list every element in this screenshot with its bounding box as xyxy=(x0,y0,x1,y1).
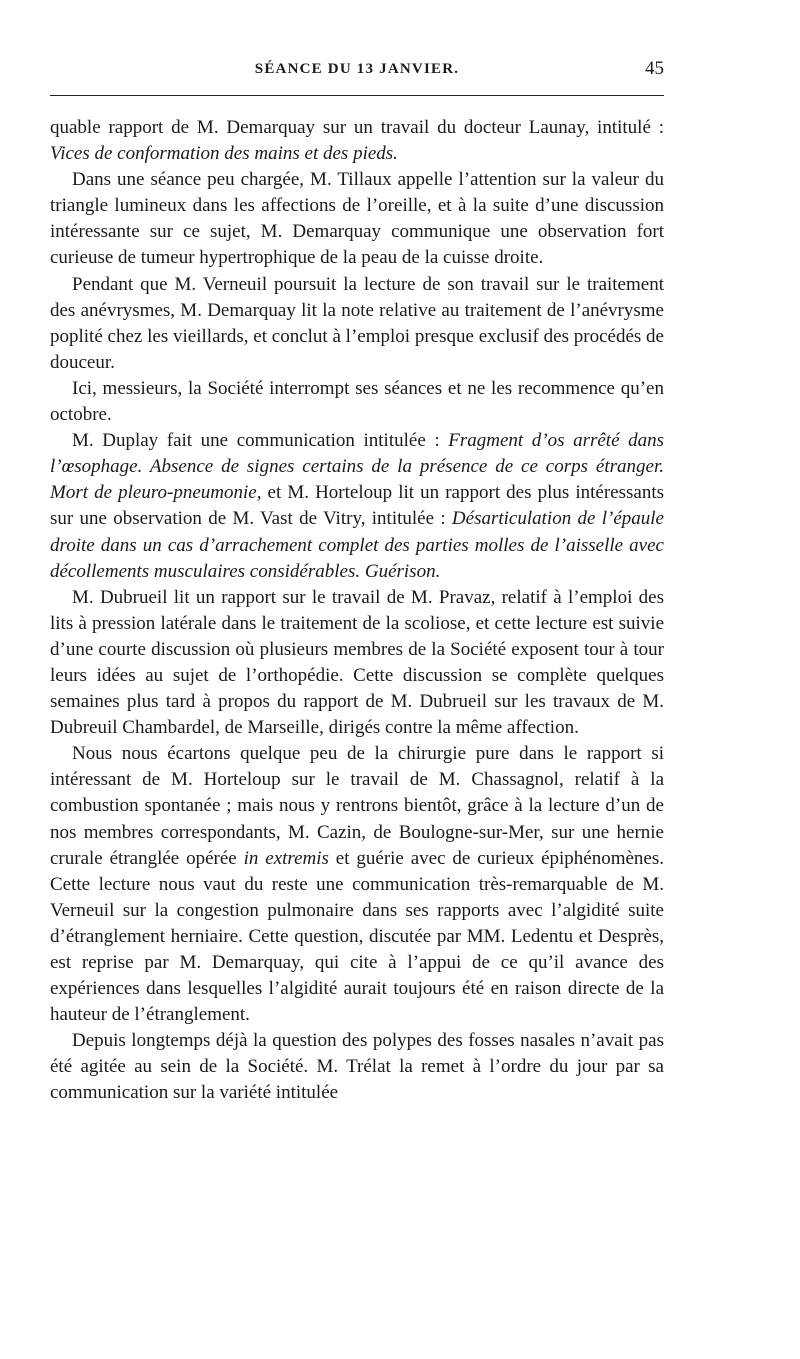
running-head xyxy=(50,58,664,86)
text-run: Dans une séance peu chargée, M. Tillaux appelle l’attention sur la valeur du triangle lumineux dans les affections de l’oreille, et à la suite d’une discussion intéressante sur ce sujet, M. Demarquay communique une observation fort curieuse de tumeur hypertrophique de la peau de la cuisse droite. xyxy=(50,169,664,269)
paragraph xyxy=(50,272,664,376)
text-run: Nous nous écartons quelque peu de la chirurgie pure dans le rapport si intéressant de M. Horteloup sur le travail de M. Chassagnol, relatif à la combustion spontanée ; mais nous y rentrons bientôt, grâce à la lecture d’un de nos membres correspondants, M. Cazin, de Boulogne-sur-Mer, sur une hernie crurale étranglée opérée xyxy=(50,743,664,869)
page-number: 45 xyxy=(645,58,664,79)
paragraph xyxy=(50,585,664,742)
paragraph xyxy=(50,428,664,585)
paragraph xyxy=(50,741,664,1028)
text-run: Ici, messieurs, la Société interrompt ses séances et ne les recommence qu’en octobre. xyxy=(50,377,664,426)
text-run: et M. Horteloup lit un rapport des plus intéressants sur une observation de M. Vast de Vitry, intitulée : xyxy=(50,482,665,530)
text-run: M. Dubrueil lit un rapport sur le travail de M. Pravaz, relatif à l’emploi des lits à pression latérale dans le traitement de la scoliose, et cette lecture est suivie d’une courte discussion où plusieurs membres de la Société exposent tour à tour leurs idées au sujet de l’orthopédie. Cette discussion se complète quelques semaines plus tard à propos du rapport de M. Dubrueil sur les travaux de M. Dubreuil Chambardel, de Marseille, dirigés contre la même affection. xyxy=(50,586,664,739)
text-run: Pendant que M. Verneuil poursuit la lecture de son travail sur le traitement des anévrysmes, M. Demarquay lit la note relative au traitement de l’anévrysme poplité chez les vieillards, et conclut à l’emploi presque exclusif des procédés de douceur. xyxy=(50,273,664,373)
text-run: M. Duplay fait une communication intitulée : xyxy=(72,430,449,452)
text-run: Depuis longtemps déjà la question des polypes des fosses nasales n’avait pas été agitée au sein de la Société. M. Trélat la remet à l’ordre du jour par sa communication sur la variété intitulée xyxy=(50,1030,664,1104)
paragraph xyxy=(50,167,664,271)
italic-text: Vices de conformation des mains et des pieds. xyxy=(50,143,398,165)
paragraph xyxy=(50,376,664,428)
text-run: et guérie avec de curieux épiphénomènes. Cette lecture nous vaut du reste une communication très-remarquable de M. Verneuil sur la congestion pulmonaire dans ses rapports avec l’algidité suite d’étranglement herniaire. Cette question, discutée par MM. Ledentu et Desprès, est reprise par M. Demarquay, qui cite à l’appui de ce qu’il avance des expériences dans lesquelles l’algidité aurait toujours été en raison directe de la hauteur de l’étranglement. xyxy=(50,847,665,1026)
body-text xyxy=(50,115,664,1107)
header-rule xyxy=(50,95,664,96)
paragraph xyxy=(50,1028,664,1106)
italic-text: Désarticulation de l’épaule droite dans un cas d’arrachement complet des parties molles de l’aisselle avec décollements musculaires considérables. Guérison. xyxy=(50,508,664,582)
text-run: quable rapport de M. Demarquay sur un travail du docteur Launay, intitulé : xyxy=(50,117,664,138)
italic-text: Fragment d’os arrêté dans l’œsophage. Absence de signes certains de la présence de ce corps étranger. Mort de pleuro-pneumonie, xyxy=(50,430,665,504)
italic-text: in extremis xyxy=(243,847,329,869)
running-title: SÉANCE DU 13 JANVIER. xyxy=(254,61,460,77)
paragraph xyxy=(50,115,664,167)
